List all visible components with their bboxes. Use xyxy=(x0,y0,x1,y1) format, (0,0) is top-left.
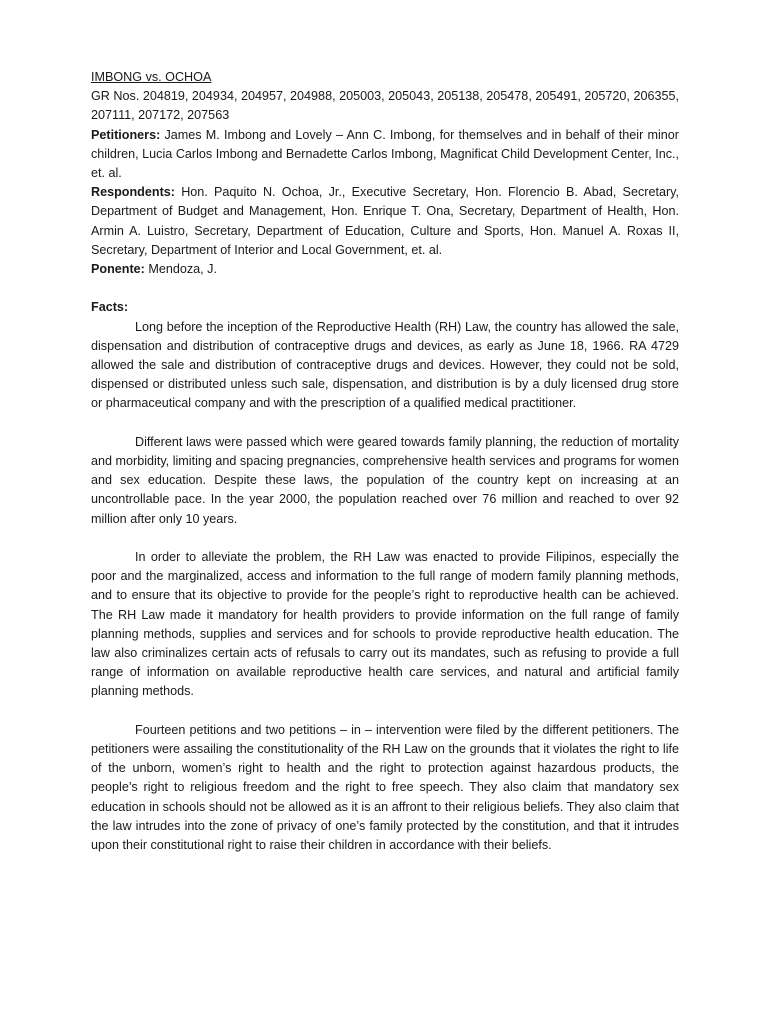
case-title: IMBONG vs. OCHOA xyxy=(91,70,212,84)
facts-paragraph-4: Fourteen petitions and two petitions – in – intervention were filed by the different petitioners. The petitioners were assailing the constitutionality of the RH Law on the grounds that it violates the right to life of the unborn, women’s right to health and the right to protection against hazardous products, the people’s right to religious freedom and the right to free speech. They also claim that mandatory sex education in schools should not be allowed as it is an affront to their religious beliefs. They also claim that the law intrudes into the zone of privacy of one’s family protected by the constitution, and that it intrudes upon their constitutional right to raise their children in accordance with their beliefs. xyxy=(91,722,679,853)
respondents-text: Hon. Paquito N. Ochoa, Jr., Executive Secretary, Hon. Florencio B. Abad, Secretary, Department of Budget and Management, Hon. Enrique T. Ona, Secretary, Department of Health, Hon. Armin A. Luistro, Secretary, Department of Education, Culture and Sports, Hon. Manuel A. Roxas II, Secretary, Department of Interior and Local Government, et. al. xyxy=(91,185,679,257)
facts-heading: Facts: xyxy=(91,300,129,315)
respondents-block xyxy=(91,183,679,260)
facts-paragraph-3: In order to alleviate the problem, the RH Law was enacted to provide Filipinos, especially the poor and the marginalized, access and information to the full range of modern family planning methods, and to ensure that its objective to provide for the people’s right to reproductive health can be achieved. The RH Law made it mandatory for health providers to provide information on the full range of family planning methods, supplies and services and for schools to provide reproductive health education. The law also criminalizes certain acts of refusals to carry out its mandates, such as refusing to provide a full range of information on available reproductive health care services, and natural and artificial family planning methods. xyxy=(91,550,679,699)
spacer xyxy=(91,279,679,298)
document-page xyxy=(91,68,679,855)
petitioners-label: Petitioners: xyxy=(91,127,161,142)
petitioners-text: James M. Imbong and Lovely – Ann C. Imbong, for themselves and in behalf of their minor children, Lucia Carlos Imbong and Bernadette Carlos Imbong, Magnificat Child Development Center, Inc., et. al. xyxy=(91,127,679,181)
ponente-label: Ponente: xyxy=(91,262,145,277)
respondents-label: Respondents: xyxy=(91,185,175,200)
ponente-block xyxy=(91,260,679,279)
ponente-text: Mendoza, J. xyxy=(148,262,217,277)
gr-numbers: GR Nos. 204819, 204934, 204957, 204988, 205003, 205043, 205138, 205478, 205491, 205720, 206355, 207111, 207172, 207563 xyxy=(91,89,679,123)
facts-paragraph-2: Different laws were passed which were geared towards family planning, the reduction of mortality and morbidity, limiting and spacing pregnancies, comprehensive health services and programs for women and sex education. Despite these laws, the population of the country kept on increasing at an uncontrollable pace. In the year 2000, the population reached over 76 million and reached to over 92 million after only 10 years. xyxy=(91,434,679,526)
facts-paragraph-1: Long before the inception of the Reproductive Health (RH) Law, the country has allowed the sale, dispensation and distribution of contraceptive drugs and devices, as early as June 18, 1966. RA 4729 allowed the sale and distribution of contraceptive drugs and devices. However, they could not be sold, dispensed or distributed unless such sale, dispensation, and distribution is by a duly licensed drug store or pharmaceutical company and with the prescription of a qualified medical practitioner. xyxy=(91,319,679,411)
petitioners-block xyxy=(91,126,679,184)
